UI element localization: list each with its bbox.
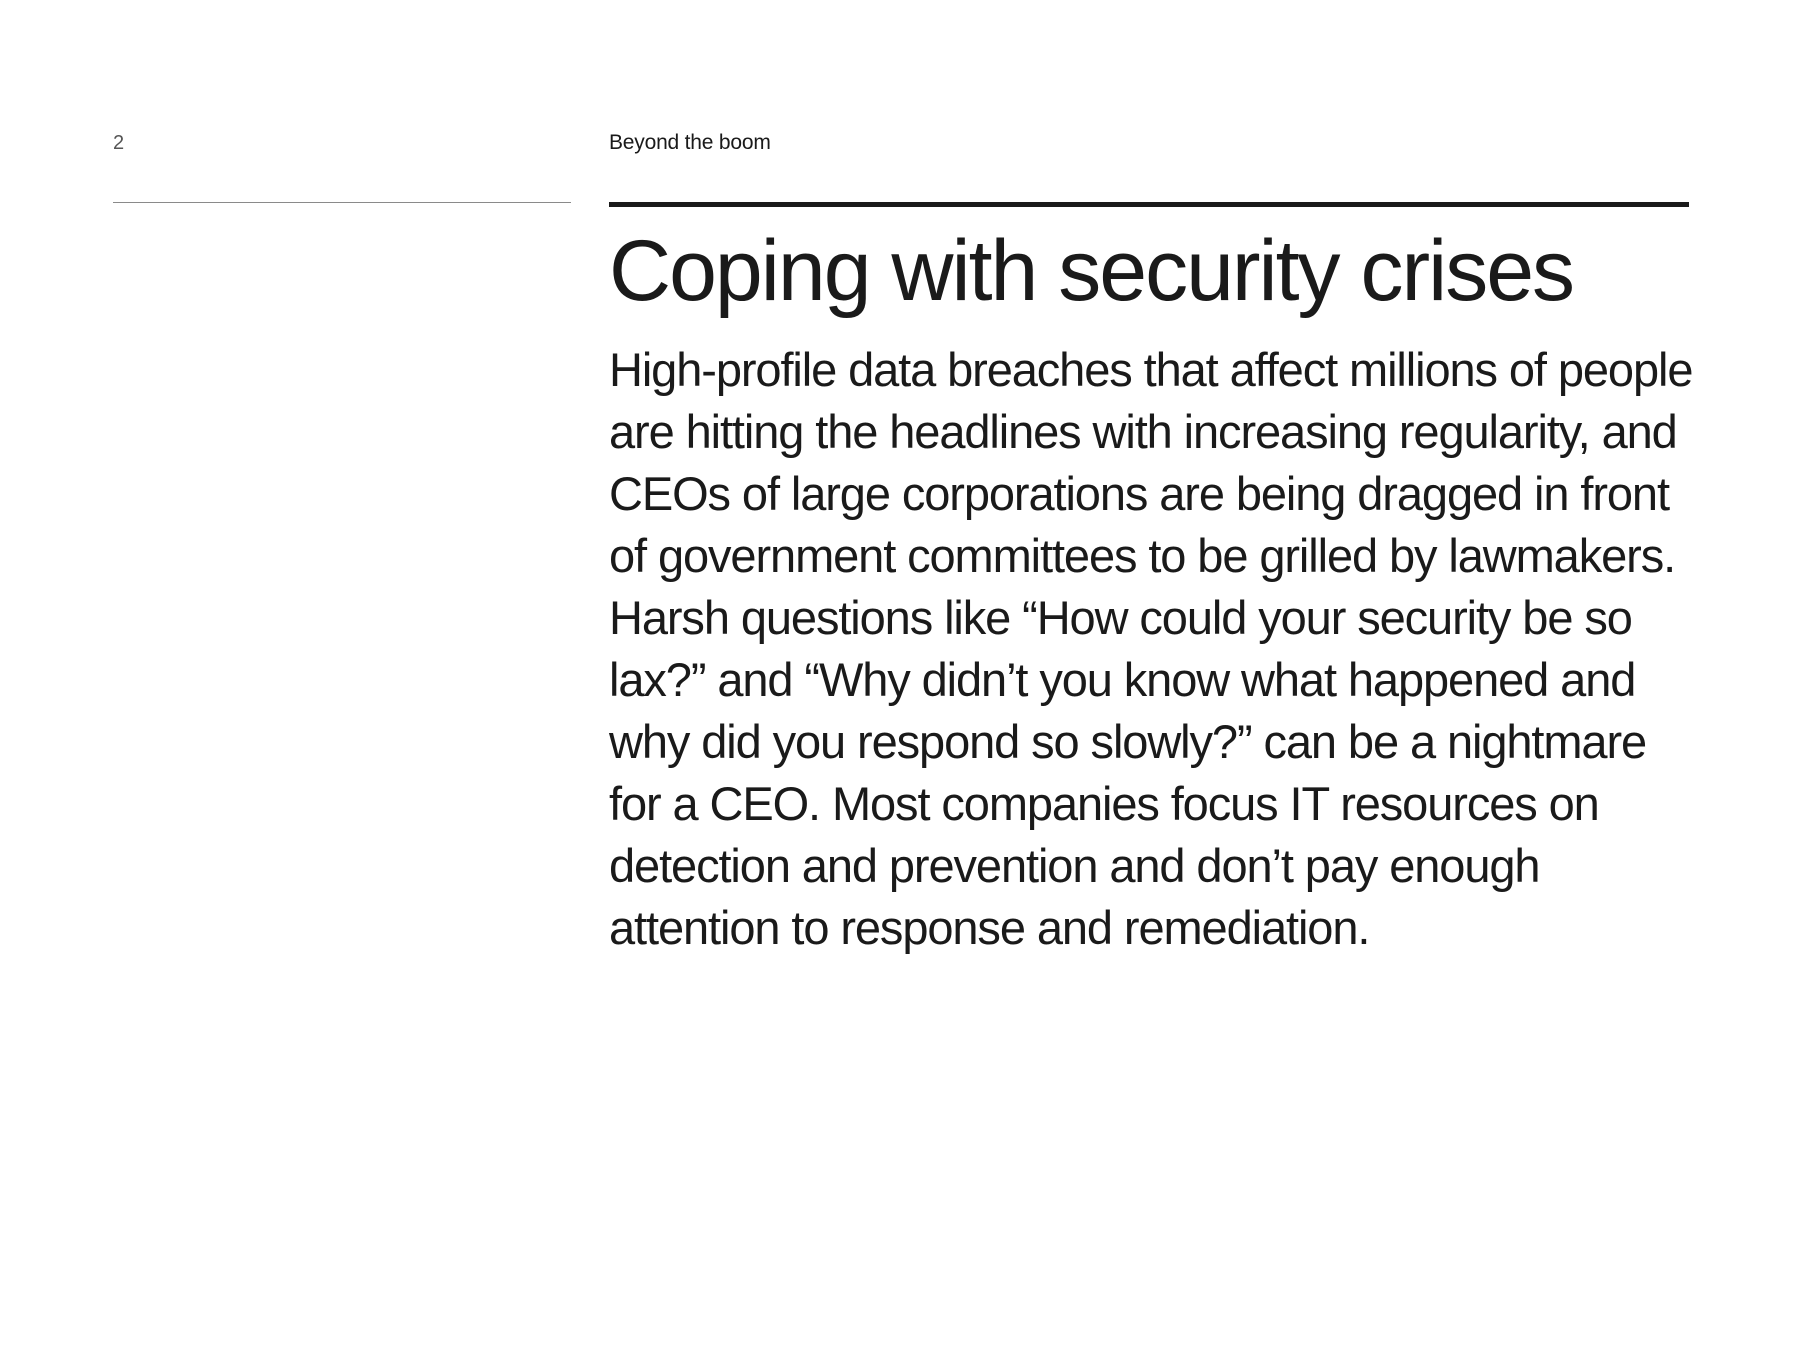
- title-rule: [609, 202, 1689, 207]
- article: [609, 215, 1709, 959]
- page-number: 2: [113, 132, 125, 154]
- page-title: Coping with security crises: [609, 223, 1574, 319]
- left-divider: [113, 202, 571, 203]
- running-header: Beyond the boom: [609, 131, 771, 154]
- article-body: High-profile data breaches that affect millions of people are hitting the headlines with increasing regularity, and CEOs of large corporations are being dragged in front of government committees to be grilled by lawmakers. Harsh questions like “How could your security be so lax?” and “Why didn’t you know what happened and why did you respond so slowly?” can be a nightmare for a CEO. Most companies focus IT resources on detection and prevention and don’t pay enough attention to response and remediation.: [609, 343, 1693, 954]
